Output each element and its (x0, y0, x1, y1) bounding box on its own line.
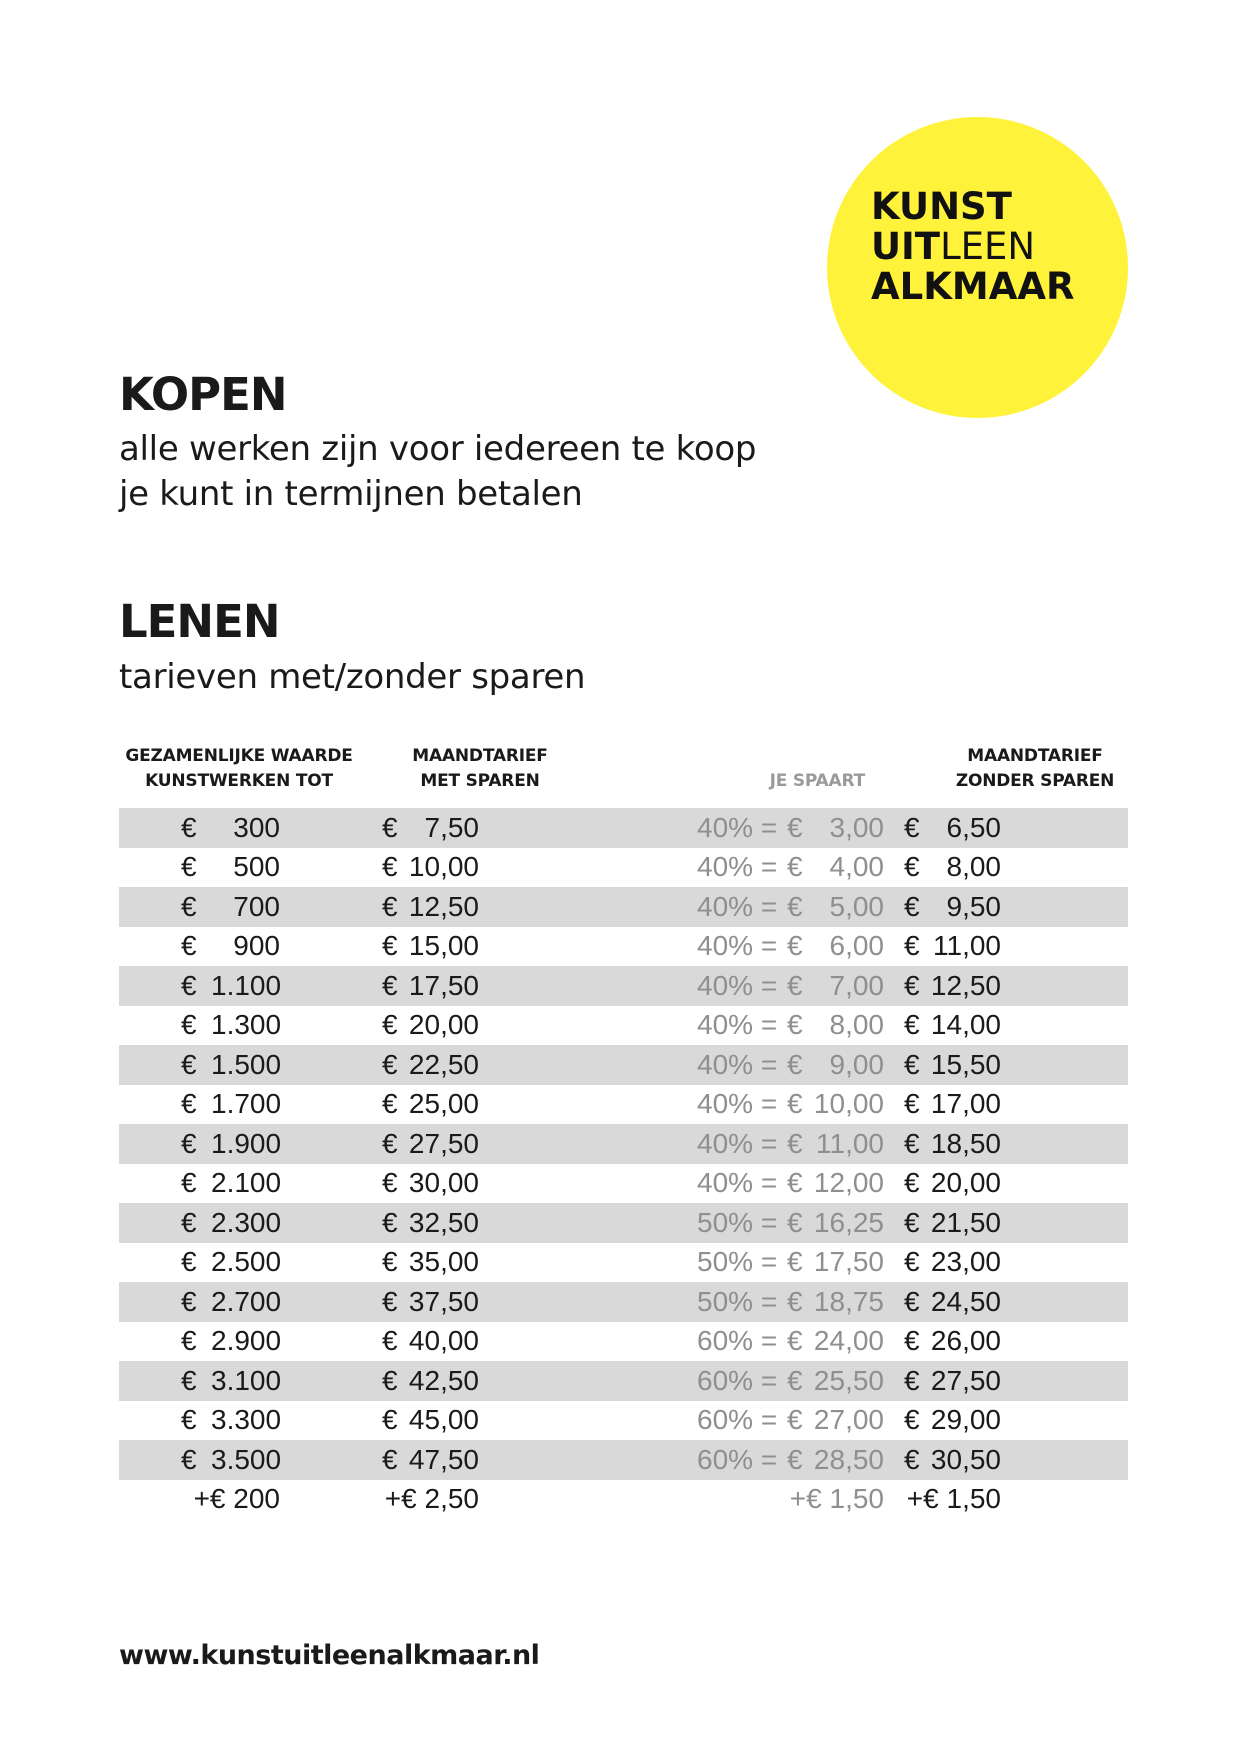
euro-sign: € (382, 1325, 398, 1357)
waarde-value: 1.900 (211, 1127, 282, 1159)
met-sparen-value: 40,00 (408, 1325, 479, 1357)
euro-sign: € (787, 1127, 803, 1159)
euro-sign: € (181, 1285, 197, 1317)
cell-je-spaart (584, 1085, 884, 1125)
euro-sign: € (904, 969, 920, 1001)
cell-waarde (119, 1164, 359, 1204)
cell-zonder-sparen (884, 927, 1128, 967)
waarde-value: 900 (233, 930, 280, 962)
spaar-percentage: 50% (697, 1285, 754, 1317)
euro-sign: € (181, 811, 197, 843)
euro-sign: € (382, 1009, 398, 1041)
lenen-title: LENEN (119, 595, 280, 648)
spaar-percentage: 60% (697, 1404, 754, 1436)
euro-sign: € (181, 1127, 197, 1159)
cell-met-sparen (359, 848, 584, 888)
je-spaart-value: 24,00 (813, 1325, 884, 1357)
euro-sign: € (787, 1206, 803, 1238)
cell-zonder-sparen (884, 1124, 1128, 1164)
waarde-value: 2.300 (211, 1206, 282, 1238)
zonder-sparen-value: 14,00 (930, 1009, 1001, 1041)
cell-je-spaart (584, 1006, 884, 1046)
equals-sign: = (760, 1443, 778, 1475)
zonder-sparen-value: 9,50 (946, 890, 1001, 922)
table-row (119, 1282, 1128, 1322)
cell-zonder-sparen (884, 1401, 1128, 1441)
euro-sign: € (787, 890, 803, 922)
euro-sign: € (382, 1285, 398, 1317)
met-sparen-value: 10,00 (408, 851, 479, 883)
increment-waarde: +€ 200 (193, 1483, 280, 1515)
euro-sign: € (904, 1285, 920, 1317)
euro-sign: € (181, 1048, 197, 1080)
met-sparen-value: 45,00 (408, 1404, 479, 1436)
met-sparen-value: 25,00 (408, 1088, 479, 1120)
cell-waarde (119, 887, 359, 927)
euro-sign: € (382, 890, 398, 922)
table-row (119, 966, 1128, 1006)
euro-sign: € (181, 1443, 197, 1475)
cell-met-sparen (359, 808, 584, 848)
met-sparen-value: 15,00 (408, 930, 479, 962)
cell-met-sparen (359, 1006, 584, 1046)
euro-sign: € (382, 811, 398, 843)
equals-sign: = (760, 1127, 778, 1159)
logo-text (871, 187, 1074, 307)
cell-je-spaart (584, 1045, 884, 1085)
euro-sign: € (181, 1364, 197, 1396)
euro-sign: € (787, 1404, 803, 1436)
met-sparen-value: 22,50 (408, 1048, 479, 1080)
spaar-percentage: 40% (697, 1167, 754, 1199)
spaar-percentage: 50% (697, 1206, 754, 1238)
met-sparen-value: 32,50 (408, 1206, 479, 1238)
spaar-percentage: 60% (697, 1443, 754, 1475)
euro-sign: € (904, 1404, 920, 1436)
euro-sign: € (382, 851, 398, 883)
euro-sign: € (181, 1206, 197, 1238)
je-spaart-value: 4,00 (829, 851, 884, 883)
euro-sign: € (181, 890, 197, 922)
cell-je-spaart (584, 1203, 884, 1243)
waarde-value: 2.900 (211, 1325, 282, 1357)
cell-met-sparen (359, 1401, 584, 1441)
met-sparen-value: 42,50 (408, 1364, 479, 1396)
euro-sign: € (904, 1088, 920, 1120)
cell-met-sparen (359, 1440, 584, 1480)
cell-je-spaart (584, 887, 884, 927)
spaar-percentage: 40% (697, 1088, 754, 1120)
cell-zonder-sparen (884, 1440, 1128, 1480)
zonder-sparen-value: 18,50 (930, 1127, 1001, 1159)
zonder-sparen-value: 11,00 (933, 930, 1001, 962)
je-spaart-value: 5,00 (829, 890, 884, 922)
cell-waarde (119, 927, 359, 967)
zonder-sparen-value: 15,50 (930, 1048, 1001, 1080)
cell-zonder-sparen (884, 808, 1128, 848)
euro-sign: € (904, 1443, 920, 1475)
je-spaart-value: 25,50 (813, 1364, 884, 1396)
spaar-percentage: 40% (697, 930, 754, 962)
cell-met-sparen (359, 1243, 584, 1283)
increment-je-spaart: +€ 1,50 (789, 1483, 884, 1515)
equals-sign: = (760, 1167, 778, 1199)
euro-sign: € (904, 1048, 920, 1080)
je-spaart-value: 16,25 (813, 1206, 884, 1238)
cell-waarde (119, 1401, 359, 1441)
header-je-spaart: JE SPAART (769, 771, 865, 791)
cell-zonder-sparen (884, 966, 1128, 1006)
euro-sign: € (382, 1246, 398, 1278)
cell-zonder-sparen (884, 1243, 1128, 1283)
table-row (119, 1045, 1128, 1085)
header-met-sparen-line-1: MAANDTARIEF (412, 746, 548, 766)
euro-sign: € (181, 969, 197, 1001)
cell-je-spaart (584, 1361, 884, 1401)
equals-sign: = (760, 1404, 778, 1436)
euro-sign: € (904, 1246, 920, 1278)
equals-sign: = (760, 1364, 778, 1396)
rates-table (119, 808, 1128, 1519)
cell-zonder-sparen (884, 1282, 1128, 1322)
header-zonder-sparen-line-2: ZONDER SPAREN (955, 771, 1115, 791)
euro-sign: € (181, 1246, 197, 1278)
table-row (119, 1006, 1128, 1046)
zonder-sparen-value: 20,00 (930, 1167, 1001, 1199)
zonder-sparen-value: 21,50 (930, 1206, 1001, 1238)
cell-zonder-sparen (884, 1322, 1128, 1362)
spaar-percentage: 50% (697, 1246, 754, 1278)
je-spaart-value: 17,50 (813, 1246, 884, 1278)
increment-je-spaart-cell (584, 1480, 884, 1520)
waarde-value: 1.100 (211, 969, 282, 1001)
euro-sign: € (787, 1325, 803, 1357)
table-row (119, 1243, 1128, 1283)
waarde-value: 3.300 (211, 1404, 282, 1436)
met-sparen-value: 12,50 (408, 890, 479, 922)
met-sparen-value: 47,50 (408, 1443, 479, 1475)
cell-je-spaart (584, 927, 884, 967)
euro-sign: € (787, 1285, 803, 1317)
waarde-value: 2.500 (211, 1246, 282, 1278)
increment-zonder-sparen: +€ 1,50 (906, 1483, 1001, 1515)
logo-circle (827, 117, 1128, 418)
euro-sign: € (904, 1009, 920, 1041)
zonder-sparen-value: 26,00 (930, 1325, 1001, 1357)
header-waarde (119, 744, 359, 794)
euro-sign: € (181, 1088, 197, 1120)
waarde-value: 700 (233, 890, 280, 922)
cell-waarde (119, 1282, 359, 1322)
je-spaart-value: 27,00 (813, 1404, 884, 1436)
zonder-sparen-value: 8,00 (946, 851, 1001, 883)
zonder-sparen-value: 30,50 (930, 1443, 1001, 1475)
euro-sign: € (382, 1364, 398, 1396)
cell-zonder-sparen (884, 1006, 1128, 1046)
spaar-percentage: 40% (697, 969, 754, 1001)
logo-line-2-bold: UIT (871, 225, 941, 268)
cell-zonder-sparen (884, 887, 1128, 927)
waarde-value: 2.100 (211, 1167, 282, 1199)
euro-sign: € (181, 1325, 197, 1357)
euro-sign: € (787, 811, 803, 843)
table-row-increment (119, 1480, 1128, 1520)
cell-met-sparen (359, 1164, 584, 1204)
waarde-value: 500 (233, 851, 280, 883)
met-sparen-value: 27,50 (408, 1127, 479, 1159)
spaar-percentage: 40% (697, 851, 754, 883)
table-row (119, 1085, 1128, 1125)
euro-sign: € (787, 1167, 803, 1199)
spaar-percentage: 60% (697, 1325, 754, 1357)
table-row (119, 848, 1128, 888)
table-row (119, 1322, 1128, 1362)
header-met-sparen (385, 744, 575, 794)
cell-zonder-sparen (884, 1045, 1128, 1085)
euro-sign: € (181, 1167, 197, 1199)
cell-zonder-sparen (884, 1085, 1128, 1125)
spaar-percentage: 40% (697, 811, 754, 843)
equals-sign: = (760, 890, 778, 922)
met-sparen-value: 35,00 (408, 1246, 479, 1278)
cell-waarde (119, 1045, 359, 1085)
euro-sign: € (382, 1443, 398, 1475)
euro-sign: € (904, 811, 920, 843)
euro-sign: € (181, 1404, 197, 1436)
equals-sign: = (760, 811, 778, 843)
cell-waarde (119, 808, 359, 848)
cell-waarde (119, 1124, 359, 1164)
kopen-line-2: je kunt in termijnen betalen (119, 474, 583, 514)
cell-je-spaart (584, 1322, 884, 1362)
logo-line-3: ALKMAAR (871, 265, 1075, 308)
zonder-sparen-value: 24,50 (930, 1285, 1001, 1317)
euro-sign: € (904, 1364, 920, 1396)
euro-sign: € (181, 851, 197, 883)
lenen-subtitle: tarieven met/zonder sparen (119, 657, 586, 697)
increment-met-sparen: +€ 2,50 (384, 1483, 479, 1515)
cell-waarde (119, 1322, 359, 1362)
cell-je-spaart (584, 1282, 884, 1322)
equals-sign: = (760, 1285, 778, 1317)
logo-line-2-light: LEEN (940, 225, 1036, 268)
cell-je-spaart (584, 808, 884, 848)
equals-sign: = (760, 930, 778, 962)
euro-sign: € (787, 1443, 803, 1475)
euro-sign: € (382, 1127, 398, 1159)
cell-waarde (119, 966, 359, 1006)
je-spaart-value: 11,00 (816, 1127, 884, 1159)
zonder-sparen-value: 6,50 (946, 811, 1001, 843)
euro-sign: € (787, 1364, 803, 1396)
euro-sign: € (181, 930, 197, 962)
header-zonder-sparen-line-1: MAANDTARIEF (967, 746, 1103, 766)
spaar-percentage: 40% (697, 1009, 754, 1041)
zonder-sparen-value: 29,00 (930, 1404, 1001, 1436)
cell-waarde (119, 1243, 359, 1283)
increment-met-sparen-cell (359, 1480, 584, 1520)
equals-sign: = (760, 1009, 778, 1041)
euro-sign: € (787, 1009, 803, 1041)
cell-je-spaart (584, 1440, 884, 1480)
cell-met-sparen (359, 966, 584, 1006)
je-spaart-value: 6,00 (829, 930, 884, 962)
euro-sign: € (904, 1127, 920, 1159)
euro-sign: € (382, 969, 398, 1001)
euro-sign: € (904, 930, 920, 962)
euro-sign: € (382, 1048, 398, 1080)
table-row (119, 1124, 1128, 1164)
euro-sign: € (904, 890, 920, 922)
cell-zonder-sparen (884, 1164, 1128, 1204)
cell-je-spaart (584, 1124, 884, 1164)
cell-met-sparen (359, 1085, 584, 1125)
spaar-percentage: 40% (697, 890, 754, 922)
table-row (119, 1401, 1128, 1441)
waarde-value: 300 (233, 811, 280, 843)
equals-sign: = (760, 1206, 778, 1238)
table-row (119, 1361, 1128, 1401)
euro-sign: € (382, 1167, 398, 1199)
waarde-value: 1.500 (211, 1048, 282, 1080)
table-row (119, 1440, 1128, 1480)
header-waarde-line-1: GEZAMENLIJKE WAARDE (125, 746, 353, 766)
cell-met-sparen (359, 1124, 584, 1164)
je-spaart-value: 10,00 (813, 1088, 884, 1120)
kopen-line-1: alle werken zijn voor iedereen te koop (119, 429, 757, 469)
website-url[interactable]: www.kunstuitleenalkmaar.nl (119, 1640, 540, 1671)
waarde-value: 3.100 (211, 1364, 282, 1396)
cell-met-sparen (359, 1282, 584, 1322)
euro-sign: € (787, 851, 803, 883)
euro-sign: € (904, 1325, 920, 1357)
cell-met-sparen (359, 1203, 584, 1243)
euro-sign: € (382, 1404, 398, 1436)
met-sparen-value: 37,50 (408, 1285, 479, 1317)
cell-waarde (119, 1361, 359, 1401)
spaar-percentage: 60% (697, 1364, 754, 1396)
euro-sign: € (382, 1206, 398, 1238)
je-spaart-value: 8,00 (829, 1009, 884, 1041)
euro-sign: € (787, 1088, 803, 1120)
spaar-percentage: 40% (697, 1127, 754, 1159)
table-row (119, 808, 1128, 848)
waarde-value: 3.500 (211, 1443, 282, 1475)
cell-zonder-sparen (884, 848, 1128, 888)
zonder-sparen-value: 23,00 (930, 1246, 1001, 1278)
waarde-value: 1.300 (211, 1009, 282, 1041)
table-row (119, 887, 1128, 927)
euro-sign: € (382, 1088, 398, 1120)
met-sparen-value: 7,50 (424, 811, 479, 843)
equals-sign: = (760, 1048, 778, 1080)
cell-waarde (119, 1085, 359, 1125)
euro-sign: € (904, 851, 920, 883)
je-spaart-value: 7,00 (829, 969, 884, 1001)
logo-line-1: KUNST (871, 185, 1012, 228)
cell-waarde (119, 1440, 359, 1480)
cell-je-spaart (584, 848, 884, 888)
table-row (119, 1203, 1128, 1243)
increment-zonder-sparen-cell (884, 1480, 1128, 1520)
cell-met-sparen (359, 1361, 584, 1401)
euro-sign: € (904, 1167, 920, 1199)
euro-sign: € (382, 930, 398, 962)
header-met-sparen-line-2: MET SPAREN (420, 771, 540, 791)
cell-zonder-sparen (884, 1361, 1128, 1401)
header-zonder-sparen (935, 744, 1135, 794)
je-spaart-value: 18,75 (813, 1285, 884, 1317)
je-spaart-value: 9,00 (829, 1048, 884, 1080)
equals-sign: = (760, 851, 778, 883)
je-spaart-value: 3,00 (829, 811, 884, 843)
waarde-value: 2.700 (211, 1285, 282, 1317)
cell-waarde (119, 1203, 359, 1243)
met-sparen-value: 30,00 (408, 1167, 479, 1199)
euro-sign: € (904, 1206, 920, 1238)
cell-met-sparen (359, 1322, 584, 1362)
spaar-percentage: 40% (697, 1048, 754, 1080)
je-spaart-value: 12,00 (813, 1167, 884, 1199)
equals-sign: = (760, 969, 778, 1001)
table-row (119, 927, 1128, 967)
cell-met-sparen (359, 887, 584, 927)
cell-je-spaart (584, 1401, 884, 1441)
euro-sign: € (787, 930, 803, 962)
equals-sign: = (760, 1088, 778, 1120)
euro-sign: € (181, 1009, 197, 1041)
equals-sign: = (760, 1325, 778, 1357)
increment-waarde-cell (119, 1480, 359, 1520)
equals-sign: = (760, 1246, 778, 1278)
zonder-sparen-value: 27,50 (930, 1364, 1001, 1396)
je-spaart-value: 28,50 (813, 1443, 884, 1475)
euro-sign: € (787, 969, 803, 1001)
zonder-sparen-value: 17,00 (930, 1088, 1001, 1120)
met-sparen-value: 17,50 (408, 969, 479, 1001)
cell-je-spaart (584, 1164, 884, 1204)
zonder-sparen-value: 12,50 (930, 969, 1001, 1001)
cell-waarde (119, 848, 359, 888)
cell-je-spaart (584, 1243, 884, 1283)
cell-met-sparen (359, 1045, 584, 1085)
cell-waarde (119, 1006, 359, 1046)
euro-sign: € (787, 1048, 803, 1080)
cell-met-sparen (359, 927, 584, 967)
table-row (119, 1164, 1128, 1204)
kopen-title: KOPEN (119, 368, 287, 421)
header-waarde-line-2: KUNSTWERKEN TOT (145, 771, 333, 791)
euro-sign: € (787, 1246, 803, 1278)
cell-zonder-sparen (884, 1203, 1128, 1243)
cell-je-spaart (584, 966, 884, 1006)
waarde-value: 1.700 (211, 1088, 282, 1120)
met-sparen-value: 20,00 (408, 1009, 479, 1041)
